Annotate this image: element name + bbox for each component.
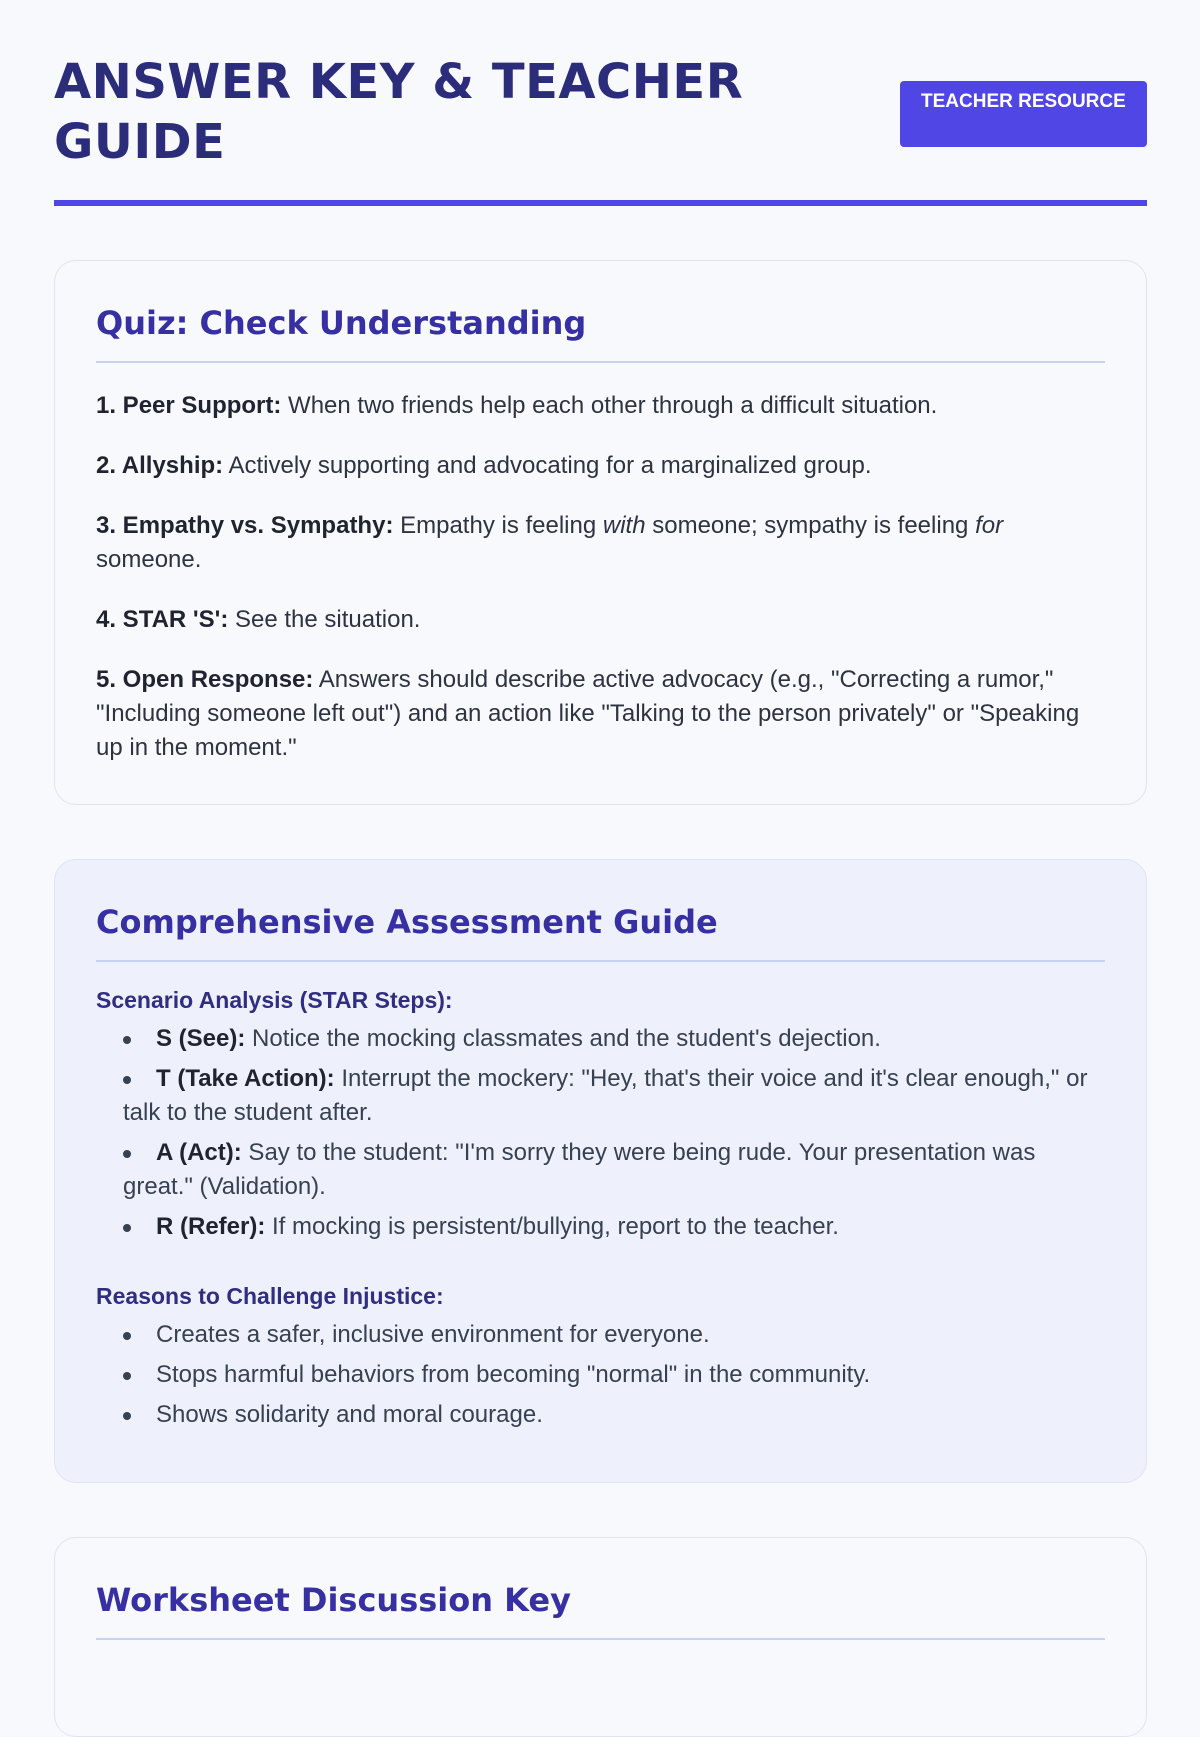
quiz-answer-list <box>96 389 1105 765</box>
quiz-emphasis: for <box>975 512 1004 539</box>
list-item <box>123 1358 1105 1392</box>
page-title: ANSWER KEY & TEACHER GUIDE <box>54 54 744 170</box>
step-term: T (Take Action): <box>156 1065 335 1092</box>
quiz-answer-3 <box>96 509 1105 577</box>
quiz-title: Quiz: Check Understanding <box>96 301 1105 363</box>
quiz-answer-text: someone; sympathy is feeling <box>645 512 976 539</box>
quiz-answer-text: When two friends help each other through a difficult situation. <box>281 392 938 419</box>
answer-key-page <box>54 0 1147 1619</box>
list-item <box>123 1318 1105 1352</box>
quiz-answer-text: someone. <box>96 546 202 573</box>
quiz-answer-2 <box>96 449 1105 483</box>
step-term: S (See): <box>156 1025 246 1052</box>
star-steps-heading: Scenario Analysis (STAR Steps): <box>96 987 453 1013</box>
worksheet-title: Worksheet Discussion Key <box>96 1578 1105 1640</box>
quiz-answer-1 <box>96 389 1105 423</box>
teacher-resource-badge: TEACHER RESOURCE <box>900 81 1147 147</box>
quiz-card <box>54 260 1147 805</box>
assessment-card <box>54 859 1147 1483</box>
quiz-answer-text: Actively supporting and advocating for a marginalized group. <box>223 452 872 479</box>
worksheet-card <box>54 1537 1147 1737</box>
reasons-heading: Reasons to Challenge Injustice: <box>96 1283 444 1309</box>
quiz-answer-4 <box>96 603 1105 637</box>
step-text: If mocking is persistent/bullying, report to the teacher. <box>265 1213 839 1240</box>
quiz-term: 2. Allyship: <box>96 452 224 479</box>
reason-text: Shows solidarity and moral courage. <box>156 1401 543 1428</box>
quiz-emphasis: with <box>602 512 646 539</box>
step-text: Say to the student: "I'm sorry they were being rude. Your presentation was great." (Validation). <box>123 1139 1036 1200</box>
page-header <box>54 0 1147 206</box>
star-steps-list <box>96 1022 1105 1244</box>
reason-text: Creates a safer, inclusive environment for everyone. <box>156 1321 710 1348</box>
header-divider <box>54 200 1147 206</box>
list-item <box>123 1022 1105 1056</box>
quiz-answer-text: See the situation. <box>228 606 421 633</box>
list-item <box>123 1398 1105 1432</box>
list-item <box>123 1062 1105 1130</box>
list-item <box>123 1136 1105 1204</box>
step-term: R (Refer): <box>156 1213 266 1240</box>
step-text: Notice the mocking classmates and the student's dejection. <box>245 1025 881 1052</box>
quiz-answer-5 <box>96 663 1105 765</box>
reasons-list <box>96 1318 1105 1432</box>
quiz-answer-text: Answers should describe active advocacy (e.g., "Correcting a rumor," "Including someone left out") and an action like "Talking to the person privately" or "Speaking up in the moment." <box>96 666 1080 761</box>
step-text: Interrupt the mockery: "Hey, that's their voice and it's clear enough," or talk to the student after. <box>123 1065 1088 1126</box>
quiz-answer-text: Empathy is feeling <box>393 512 603 539</box>
step-term: A (Act): <box>156 1139 242 1166</box>
list-item <box>123 1210 1105 1244</box>
quiz-term: 4. STAR 'S': <box>96 606 229 633</box>
quiz-term: 5. Open Response: <box>96 666 314 693</box>
reason-text: Stops harmful behaviors from becoming "normal" in the community. <box>156 1361 871 1388</box>
quiz-term: 1. Peer Support: <box>96 392 282 419</box>
quiz-term: 3. Empathy vs. Sympathy: <box>96 512 394 539</box>
assessment-title: Comprehensive Assessment Guide <box>96 900 1105 962</box>
